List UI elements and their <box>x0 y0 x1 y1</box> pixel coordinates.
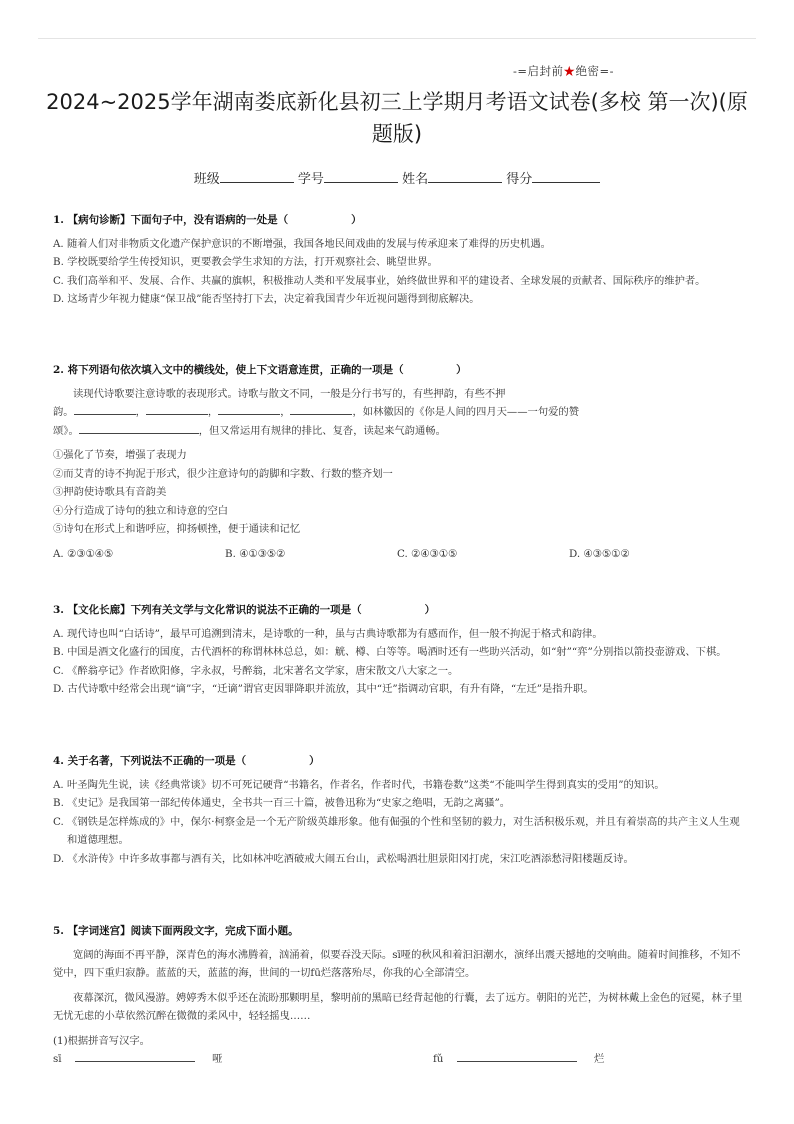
blank-2 <box>146 403 208 415</box>
blank-4 <box>290 403 352 415</box>
field-class-blank[interactable] <box>220 169 294 183</box>
question-4-option-b: B. 《史记》是我国第一部纪传体通史，全书共一百三十篇，被鲁迅称为“史家之绝唱，无韵之离骚”。 <box>53 797 511 809</box>
exam-title: 2024~2025学年湖南娄底新化县初三上学期月考语文试卷(多校 第一次)(原题版) <box>46 90 748 146</box>
question-1-option-a: A. 随着人们对非物质文化遗产保护意识的不断增强，我国各地民间戏曲的发展与传承迎来了难得的历史机遇。 <box>53 237 551 250</box>
field-name-blank[interactable] <box>428 169 502 183</box>
pinyin-answer-input-1[interactable] <box>75 1050 195 1062</box>
question-3-option-d: D. 古代诗歌中经常会出现“谪”字，“迁谪”谓官吏因罪降职并流放，其中“迁”指调动官职，有升有降，“左迁”是指升职。 <box>53 683 594 695</box>
field-score-blank[interactable] <box>532 169 600 183</box>
field-id-blank[interactable] <box>324 169 398 183</box>
question-5-subquestion-1: (1)根据拼音写汉字。 <box>53 1034 150 1047</box>
question-3-option-b: B. 中国是酒文化盛行的国度，古代酒杯的称谓林林总总，如：觥、樽、白等等。喝酒时还有一些助兴活动，如“射”“弈”分别指以箭投壶游戏、下棋。 <box>53 646 727 658</box>
pinyin-item-2: fǔ 烂 <box>433 1050 604 1069</box>
question-1-option-c: C. 我们高举和平、发展、合作、共赢的旗帜，积极推动人类和平发展事业，始终做世界和平的建设者、全球发展的贡献者、国际秩序的维护者。 <box>53 274 706 287</box>
question-3-option-c: C. 《醉翁亭记》作者欧阳修，字永叔，号醉翁，北宋著名文学家，唐宋散文八大家之一。 <box>53 664 459 677</box>
question-1-stem: 1. 【病句诊断】下面句子中，没有语病的一处是（ ） <box>53 214 362 226</box>
pinyin-item-1: sī 哑 <box>53 1050 433 1069</box>
blank-5 <box>79 422 199 434</box>
question-4-option-a: A. 叶圣陶先生说，读《经典常谈》切不可死记硬背“书籍名，作者名，作者时代，书籍卷数”这类“不能叫学生得到真实的受用”的知识。 <box>53 778 665 791</box>
question-2-passage-line-1: 读现代诗歌要注意诗歌的表现形式。诗歌与散文不同，一般是分行书写的，有些押韵，有些不押 <box>73 387 506 400</box>
confidential-mark: -=启封前★绝密=- <box>513 64 615 78</box>
question-4-option-d: D. 《水浒传》中许多故事都与酒有关，比如林冲吃酒破戒大闹五台山，武松喝酒壮胆景阳冈打虎，宋江吃酒添愁浔阳楼题反诗。 <box>53 852 634 865</box>
student-info-row <box>0 168 794 187</box>
field-name-label: 姓名 <box>402 172 429 187</box>
question-3-stem: 3. 【文化长廊】下列有关文学与文化常识的说法不正确的一项是（ ） <box>53 604 436 616</box>
question-5-paragraph-1: 宽阔的海面不再平静，深青色的海水沸腾着，汹涌着，似要吞没天际。sī哑的秋风和着汩汩潮水，演绎出震天撼地的交响曲。随着时间推移，不知不觉中，四下重归寂静。蓝蓝的天，蓝蓝的海，世间的一切fū烂落落殆尽，你我的心全部清空。 <box>53 948 741 979</box>
top-rule <box>38 38 756 39</box>
question-2 <box>53 361 743 563</box>
star-icon: ★ <box>563 64 576 78</box>
pinyin-answer-input-2[interactable] <box>457 1050 577 1062</box>
field-class-label: 班级 <box>193 172 220 187</box>
blank-1 <box>74 403 136 415</box>
question-3-option-a: A. 现代诗也叫“白话诗”，最早可追溯到清末，是诗歌的一种，虽与古典诗歌都为有感而作，但一般不拘泥于格式和韵律。 <box>53 627 603 640</box>
question-2-item-4: ④分行造成了诗句的独立和诗意的空白 <box>53 504 229 517</box>
blank-3 <box>218 403 280 415</box>
question-2-options <box>53 545 743 564</box>
question-2-stem: 2. 将下列语句依次填入文中的横线处，使上下文语意连贯，正确的一项是（ ） <box>53 364 467 376</box>
question-2-option-d: D. ④③⑤①② <box>569 547 630 560</box>
question-3 <box>53 601 743 699</box>
question-5-paragraph-2: 夜幕深沉，微风漫游。娉婷秀木似乎还在流盼那颗明星，黎明前的黑暗已经背起他的行囊，去了远方。朝阳的光芒，为树林戴上金色的冠冕，林子里无忧无虑的小草依然沉醉在微微的柔风中，轻轻摇曳…… <box>53 991 743 1022</box>
pinyin-answer-row <box>53 1050 743 1069</box>
question-2-option-b: B. ④①③⑤② <box>225 547 286 560</box>
question-1 <box>53 211 743 309</box>
question-4-stem: 4. 关于名著，下列说法不正确的一项是（ ） <box>53 755 320 767</box>
question-2-option-a: A. ②③①④⑤ <box>53 547 114 560</box>
question-2-passage-line-2: 韵。 ， ， ， ，如林徽因的《你是人间的四月天——一句爱的赞 <box>53 403 743 422</box>
question-2-item-5: ⑤诗句在形式上和谐呼应，抑扬顿挫，便于通读和记忆 <box>53 523 301 535</box>
question-1-option-d: D. 这场青少年视力健康“保卫战”能否坚持打下去，决定着我国青少年近视问题得到彻底解决。 <box>53 293 480 305</box>
question-4 <box>53 752 743 868</box>
field-score-label: 得分 <box>506 172 533 187</box>
question-1-option-b: B. 学校既要给学生传授知识，更要教会学生求知的方法，打开观察社会、眺望世界。 <box>53 256 438 268</box>
question-2-item-2: ②而艾青的诗不拘泥于形式，很少注意诗句的韵脚和字数、行数的整齐划一 <box>53 467 393 480</box>
question-2-passage-line-3: 颂》。 ，但又常运用有规律的排比、复沓，读起来气韵通畅。 <box>53 422 743 441</box>
question-2-option-c: C. ②④③①⑤ <box>397 547 458 560</box>
question-5 <box>53 922 743 1069</box>
question-2-item-3: ③押韵使诗歌具有音韵美 <box>53 486 167 498</box>
question-4-option-c: C. 《钢铁是怎样炼成的》中，保尔·柯察金是一个无产阶级英雄形象。他有倔强的个性和坚韧的毅力，对生活积极乐观，并且有着崇高的共产主义人生观和道德理想。 <box>53 815 740 846</box>
question-2-item-1: ①强化了节奏，增强了表现力 <box>53 449 187 461</box>
question-5-stem: 5. 【字词迷宫】阅读下面两段文字，完成下面小题。 <box>53 925 299 937</box>
field-id-label: 学号 <box>297 172 324 187</box>
